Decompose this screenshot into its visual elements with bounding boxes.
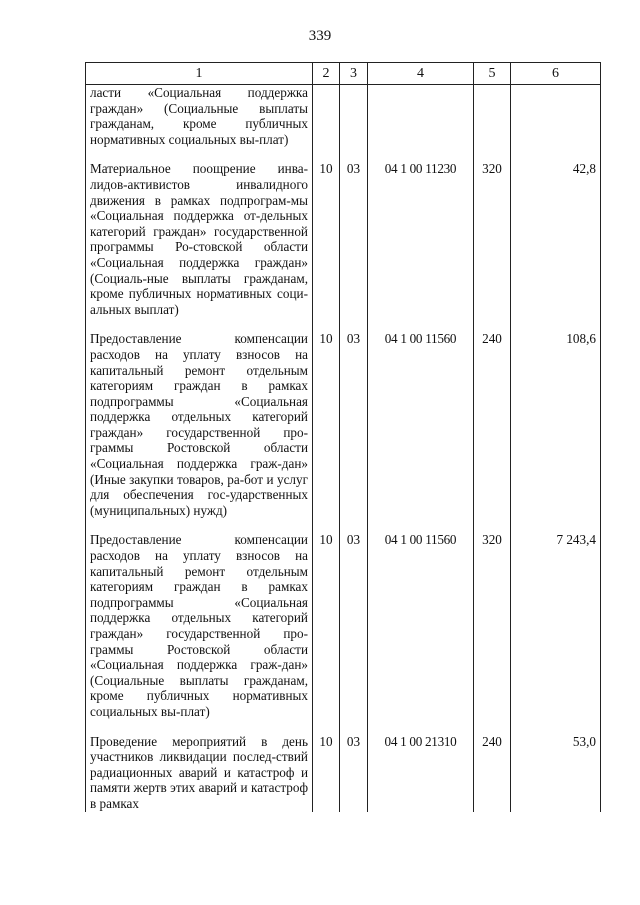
row-amount: 42,8 [511, 155, 601, 325]
table-row [86, 728, 601, 812]
row-amount [511, 85, 601, 156]
header-col-3: 3 [340, 63, 368, 85]
table-row [86, 85, 601, 156]
row-col2: 10 [313, 325, 340, 526]
row-description: Материальное поощрение инва-лидов-активистов инвалидного движения в рамках подпрограм-мы «Социальная поддержка от-дельных категорий граждан» государственной программы Ро-стовской области «Социальная поддержка граждан» (Социаль-ные выплаты гражданам, кроме публичных нормативных соци-альных выплат) [86, 155, 313, 325]
row-col2: 10 [313, 526, 340, 727]
row-amount: 53,0 [511, 728, 601, 812]
header-col-4: 4 [368, 63, 474, 85]
row-amount: 7 243,4 [511, 526, 601, 727]
row-code: 04 1 00 11230 [368, 155, 474, 325]
row-type [474, 85, 511, 156]
row-description: Предоставление компенсации расходов на уплату взносов на капитальный ремонт отдельным категориям граждан в рамках подпрограммы «Социальная поддержка отдельных категорий граждан» государственной про-граммы Ростовской области «Социальная поддержка граж-дан» (Иные закупки товаров, ра-бот и услуг для обеспечения гос-ударственных (муниципальных) нужд) [86, 325, 313, 526]
header-row [86, 63, 601, 85]
row-type: 240 [474, 325, 511, 526]
row-col2: 10 [313, 728, 340, 812]
header-col-1: 1 [86, 63, 313, 85]
row-description: ласти «Социальная поддержка граждан» (Социальные выплаты гражданам, кроме публичных нормативных социальных вы-плат) [86, 85, 313, 156]
page-number: 339 [308, 28, 332, 44]
budget-table [85, 62, 601, 812]
row-type: 320 [474, 155, 511, 325]
table-row [86, 325, 601, 526]
row-col3: 03 [340, 325, 368, 526]
header-col-2: 2 [313, 63, 340, 85]
row-code [368, 85, 474, 156]
row-col3: 03 [340, 155, 368, 325]
row-type: 240 [474, 728, 511, 812]
row-col2: 10 [313, 155, 340, 325]
row-description: Проведение мероприятий в день участников ликвидации послед-ствий радиационных аварий и катастроф и памяти жертв этих аварий и катастроф в рамках [86, 728, 313, 812]
row-code: 04 1 00 11560 [368, 526, 474, 727]
row-col2 [313, 85, 340, 156]
row-col3: 03 [340, 526, 368, 727]
row-col3 [340, 85, 368, 156]
header-col-6: 6 [511, 63, 601, 85]
table-row [86, 155, 601, 325]
row-type: 320 [474, 526, 511, 727]
row-col3: 03 [340, 728, 368, 812]
row-description: Предоставление компенсации расходов на уплату взносов на капитальный ремонт отдельным категориям граждан в рамках подпрограммы «Социальная поддержка отдельных категорий граждан» государственной про-граммы Ростовской области «Социальная поддержка граж-дан» (Социальные выплаты гражданам, кроме публичных нормативных социальных вы-плат) [86, 526, 313, 727]
table-row [86, 526, 601, 727]
row-code: 04 1 00 21310 [368, 728, 474, 812]
header-col-5: 5 [474, 63, 511, 85]
row-code: 04 1 00 11560 [368, 325, 474, 526]
row-amount: 108,6 [511, 325, 601, 526]
